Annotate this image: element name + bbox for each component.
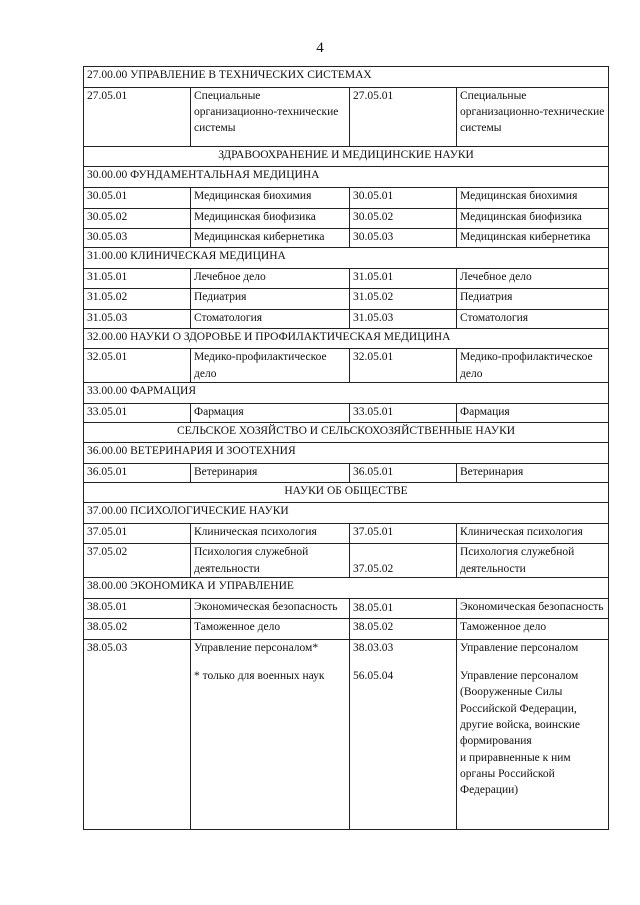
section-header-row xyxy=(84,443,609,464)
code-cell xyxy=(350,349,457,383)
code-cell xyxy=(84,598,191,619)
name-cell xyxy=(457,268,609,289)
code-cell xyxy=(84,229,191,248)
cell-text: Психология служебной деятельности xyxy=(194,546,309,575)
cell-text: Клиническая психология xyxy=(194,525,317,538)
cell-text: 27.05.01 xyxy=(353,89,394,102)
cell-text: 31.05.02 xyxy=(353,291,394,304)
cell-text: 56.05.04 xyxy=(353,670,394,683)
cell-text: 30.05.03 xyxy=(353,231,394,244)
name-cell xyxy=(457,403,609,422)
code-cell xyxy=(350,523,457,544)
name-cell xyxy=(191,188,350,209)
cell-text: 37.05.01 xyxy=(353,525,394,538)
cell-text: и приравненные к ним органы Российской Федерации) xyxy=(460,751,571,797)
cell-text: Фармация xyxy=(194,405,244,418)
cell-text: Лечебное дело xyxy=(194,270,266,283)
table-row xyxy=(84,598,609,619)
cell-text: Фармация xyxy=(460,405,510,418)
table-row xyxy=(84,544,609,578)
table-row xyxy=(84,87,609,146)
code-cell xyxy=(350,639,457,829)
code-cell xyxy=(350,598,457,619)
code-cell xyxy=(350,463,457,482)
name-cell xyxy=(457,544,609,578)
cell-text: Стоматология xyxy=(194,311,263,324)
code-cell xyxy=(84,639,191,829)
name-cell xyxy=(191,208,350,229)
cell-text: 27.05.01 xyxy=(87,89,128,102)
cell-text: * только для военных наук xyxy=(194,670,325,683)
code-cell xyxy=(84,619,191,640)
cell-text: Специальные организационно-технические системы xyxy=(460,89,605,135)
cell-text: 31.05.01 xyxy=(353,270,394,283)
cell-text: 32.05.01 xyxy=(87,351,128,364)
cell-text: Таможенное дело xyxy=(194,621,281,634)
section-title: 33.00.00 ФАРМАЦИЯ xyxy=(84,383,609,404)
code-cell xyxy=(84,309,191,328)
cell-text: Медицинская биофизика xyxy=(194,210,316,223)
cell-text: 30.05.03 xyxy=(87,231,128,244)
code-cell xyxy=(350,544,457,578)
section-title: 37.00.00 ПСИХОЛОГИЧЕСКИЕ НАУКИ xyxy=(84,503,609,524)
code-cell xyxy=(84,463,191,482)
code-cell xyxy=(84,523,191,544)
code-cell xyxy=(84,188,191,209)
code-cell xyxy=(350,268,457,289)
cell-text: 31.05.03 xyxy=(353,311,394,324)
section-header-row xyxy=(84,503,609,524)
section-title: 38.00.00 ЭКОНОМИКА И УПРАВЛЕНИЕ xyxy=(84,578,609,599)
cell-text: 31.05.03 xyxy=(87,311,128,324)
name-cell xyxy=(191,403,350,422)
cell-text: Медицинская кибернетика xyxy=(460,231,591,244)
table-row xyxy=(84,349,609,383)
code-cell xyxy=(84,208,191,229)
code-cell xyxy=(84,403,191,422)
name-cell xyxy=(457,619,609,640)
category-title: ЗДРАВООХРАНЕНИЕ И МЕДИЦИНСКИЕ НАУКИ xyxy=(84,146,609,167)
category-header-row xyxy=(84,146,609,167)
name-cell xyxy=(457,598,609,619)
cell-text: 30.05.01 xyxy=(353,190,394,203)
section-title: 30.00.00 ФУНДАМЕНТАЛЬНАЯ МЕДИЦИНА xyxy=(84,167,609,188)
section-header-row xyxy=(84,167,609,188)
name-cell xyxy=(191,349,350,383)
cell-text: Экономическая безопасность xyxy=(194,600,338,613)
section-title: 32.00.00 НАУКИ О ЗДОРОВЬЕ И ПРОФИЛАКТИЧЕСКАЯ МЕДИЦИНА xyxy=(84,328,609,349)
name-cell xyxy=(457,349,609,383)
name-cell xyxy=(191,523,350,544)
section-header-row xyxy=(84,248,609,269)
section-header-row xyxy=(84,67,609,88)
code-cell xyxy=(84,349,191,383)
name-cell xyxy=(191,229,350,248)
name-cell xyxy=(457,87,609,146)
code-cell xyxy=(84,87,191,146)
code-cell xyxy=(350,229,457,248)
cell-text: 30.05.01 xyxy=(87,190,128,203)
code-cell xyxy=(350,87,457,146)
cell-text: 37.05.02 xyxy=(353,562,394,575)
category-title: СЕЛЬСКОЕ ХОЗЯЙСТВО И СЕЛЬСКОХОЗЯЙСТВЕННЫЕ НАУКИ xyxy=(84,422,609,443)
table-row xyxy=(84,523,609,544)
cell-text: 38.03.03 xyxy=(353,641,394,654)
name-cell xyxy=(191,268,350,289)
specialties-table xyxy=(83,66,609,830)
cell-text: 31.05.02 xyxy=(87,291,128,304)
name-cell xyxy=(457,289,609,310)
name-cell xyxy=(191,619,350,640)
cell-text: 38.05.02 xyxy=(353,621,394,634)
cell-text: Специальные организационно-технические системы xyxy=(194,89,339,135)
cell-text: 36.05.01 xyxy=(353,465,394,478)
cell-text: 37.05.01 xyxy=(87,525,128,538)
name-cell xyxy=(457,309,609,328)
cell-text: 38.05.01 xyxy=(353,602,394,615)
code-cell xyxy=(84,268,191,289)
name-cell xyxy=(457,523,609,544)
cell-text: 31.05.01 xyxy=(87,270,128,283)
name-cell xyxy=(191,309,350,328)
cell-text: 38.05.03 xyxy=(87,641,128,654)
section-header-row xyxy=(84,578,609,599)
name-cell xyxy=(457,639,609,829)
cell-text: Педиатрия xyxy=(194,291,247,304)
table-row xyxy=(84,208,609,229)
name-cell xyxy=(191,639,350,829)
code-cell xyxy=(84,289,191,310)
name-cell xyxy=(457,229,609,248)
cell-text: Педиатрия xyxy=(460,291,513,304)
code-cell xyxy=(350,289,457,310)
cell-text: Управление персоналом xyxy=(460,641,579,654)
name-cell xyxy=(191,87,350,146)
cell-text: Психология служебной деятельности xyxy=(460,546,575,575)
section-title: 27.00.00 УПРАВЛЕНИЕ В ТЕХНИЧЕСКИХ СИСТЕМАХ xyxy=(84,67,609,88)
name-cell xyxy=(457,463,609,482)
section-header-row xyxy=(84,383,609,404)
cell-text: Медицинская биохимия xyxy=(460,190,578,203)
cell-text: Медицинская биофизика xyxy=(460,210,582,223)
table-row xyxy=(84,268,609,289)
code-cell xyxy=(350,208,457,229)
cell-text: Клиническая психология xyxy=(460,525,583,538)
cell-text: 33.05.01 xyxy=(87,405,128,418)
cell-text: Медицинская кибернетика xyxy=(194,231,325,244)
cell-text: 33.05.01 xyxy=(353,405,394,418)
code-cell xyxy=(350,188,457,209)
cell-text: Экономическая безопасность xyxy=(460,600,604,613)
cell-text: Медико-профилактическое дело xyxy=(460,351,593,380)
name-cell xyxy=(457,188,609,209)
table-row xyxy=(84,289,609,310)
category-title: НАУКИ ОБ ОБЩЕСТВЕ xyxy=(84,482,609,503)
cell-text: 36.05.01 xyxy=(87,465,128,478)
cell-text: Стоматология xyxy=(460,311,529,324)
cell-text: Медицинская биохимия xyxy=(194,190,312,203)
code-cell xyxy=(350,619,457,640)
section-title: 31.00.00 КЛИНИЧЕСКАЯ МЕДИЦИНА xyxy=(84,248,609,269)
cell-text: Медико-профилактическое дело xyxy=(194,351,327,380)
category-header-row xyxy=(84,422,609,443)
cell-text: 37.05.02 xyxy=(87,546,128,559)
name-cell xyxy=(191,289,350,310)
section-title: 36.00.00 ВЕТЕРИНАРИЯ И ЗООТЕХНИЯ xyxy=(84,443,609,464)
table-row xyxy=(84,229,609,248)
cell-text: Управление персоналом (Вооруженные Силы Российской Федерации, другие войска, воинские формирования xyxy=(460,670,581,748)
code-cell xyxy=(350,309,457,328)
table-row xyxy=(84,403,609,422)
page-number: 4 xyxy=(316,40,324,56)
name-cell xyxy=(191,463,350,482)
cell-text: 38.05.02 xyxy=(87,621,128,634)
cell-text: 30.05.02 xyxy=(353,210,394,223)
code-cell xyxy=(84,544,191,578)
cell-text: Таможенное дело xyxy=(460,621,547,634)
cell-text: 32.05.01 xyxy=(353,351,394,364)
table-row xyxy=(84,188,609,209)
name-cell xyxy=(191,544,350,578)
table-row xyxy=(84,619,609,640)
table-row xyxy=(84,463,609,482)
name-cell xyxy=(191,598,350,619)
table-row xyxy=(84,639,609,829)
category-header-row xyxy=(84,482,609,503)
cell-text: Ветеринария xyxy=(460,465,524,478)
cell-text: Лечебное дело xyxy=(460,270,532,283)
cell-text: Ветеринария xyxy=(194,465,258,478)
table-row xyxy=(84,309,609,328)
name-cell xyxy=(457,208,609,229)
section-header-row xyxy=(84,328,609,349)
cell-text: Управление персоналом* xyxy=(194,641,319,654)
cell-text: 38.05.01 xyxy=(87,600,128,613)
cell-text: 30.05.02 xyxy=(87,210,128,223)
code-cell xyxy=(350,403,457,422)
